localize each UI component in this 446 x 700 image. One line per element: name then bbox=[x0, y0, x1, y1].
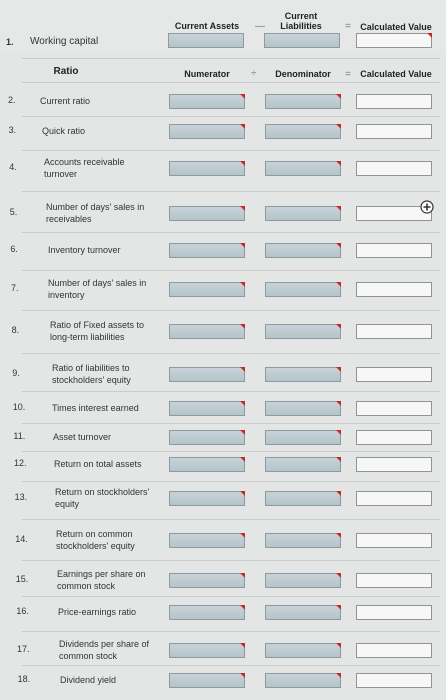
row-number: 6. bbox=[10, 244, 18, 254]
numerator-input[interactable] bbox=[169, 673, 245, 688]
calculated-value-input[interactable] bbox=[356, 533, 432, 548]
row-divider bbox=[22, 665, 440, 666]
row-number: 15. bbox=[15, 574, 29, 584]
ratio-label: Times interest earned bbox=[52, 403, 139, 413]
denominator-input[interactable] bbox=[265, 324, 341, 339]
row-number: 3. bbox=[8, 125, 17, 135]
numerator-input[interactable] bbox=[169, 533, 245, 548]
calculated-value-input[interactable] bbox=[356, 457, 432, 472]
row-divider bbox=[22, 353, 440, 354]
ratio-label: Dividend yield bbox=[60, 675, 117, 685]
calculated-value-input[interactable] bbox=[356, 94, 432, 109]
numerator-input[interactable] bbox=[169, 94, 245, 109]
ratio-label: Accounts receivable turnover bbox=[44, 157, 125, 179]
crosshair-plus-icon bbox=[420, 200, 434, 214]
numerator-input[interactable] bbox=[169, 206, 245, 221]
row-divider bbox=[22, 631, 440, 632]
row-divider bbox=[22, 519, 440, 520]
ratio-label: Number of days' sales in inventory bbox=[48, 278, 147, 300]
ratio-label: Earnings per share on common stock bbox=[57, 569, 146, 591]
numerator-input[interactable] bbox=[169, 491, 245, 506]
row-divider bbox=[22, 481, 440, 482]
row-number: 18. bbox=[17, 674, 31, 684]
denominator-input[interactable] bbox=[265, 94, 341, 109]
calculated-value-input[interactable] bbox=[356, 243, 432, 258]
header-numerator: Numerator bbox=[184, 69, 230, 79]
row-divider bbox=[22, 391, 440, 392]
ratio-label: Asset turnover bbox=[53, 432, 112, 442]
row-number: 13. bbox=[14, 492, 28, 502]
row-number: 9. bbox=[12, 368, 20, 378]
ratio-label: Inventory turnover bbox=[48, 245, 121, 255]
row-number: 11. bbox=[13, 431, 26, 441]
ratio-label: Number of days' sales in receivables bbox=[46, 202, 145, 224]
denominator-input[interactable] bbox=[265, 533, 341, 548]
row-number: 12. bbox=[14, 458, 27, 468]
current-liabilities-input[interactable] bbox=[264, 33, 340, 48]
calculated-value-input[interactable] bbox=[356, 324, 432, 339]
header-ratio: Ratio bbox=[53, 66, 79, 77]
ratio-label: Return on common stockholders' equity bbox=[56, 529, 135, 551]
row-divider bbox=[22, 596, 440, 597]
ratio-label: Quick ratio bbox=[42, 126, 86, 136]
row-number: 8. bbox=[11, 325, 20, 335]
header-current-assets: Current Assets bbox=[174, 21, 240, 31]
calculated-value-input[interactable] bbox=[356, 673, 432, 688]
row-divider bbox=[22, 116, 440, 117]
row-divider bbox=[22, 310, 440, 311]
numerator-input[interactable] bbox=[169, 401, 245, 416]
numerator-input[interactable] bbox=[169, 573, 245, 588]
denominator-input[interactable] bbox=[265, 206, 341, 221]
denominator-input[interactable] bbox=[265, 430, 341, 445]
header-calculated-value: Calculated Value bbox=[360, 69, 432, 79]
calculated-value-input[interactable] bbox=[356, 367, 432, 382]
calculated-value-input[interactable] bbox=[356, 605, 432, 620]
current-assets-input[interactable] bbox=[168, 33, 244, 48]
divide-operator: ÷ bbox=[251, 68, 257, 79]
ratio-label: Current ratio bbox=[40, 96, 91, 106]
denominator-input[interactable] bbox=[265, 124, 341, 139]
minus-operator: — bbox=[255, 21, 265, 32]
denominator-input[interactable] bbox=[265, 161, 341, 176]
row-number: 2. bbox=[8, 95, 16, 105]
row-divider bbox=[22, 423, 440, 424]
row-divider bbox=[22, 270, 440, 271]
header-denominator: Denominator bbox=[275, 69, 331, 79]
row-number: 10. bbox=[12, 402, 26, 412]
header-calculated-value: Calculated Value bbox=[360, 22, 432, 32]
ratio-label: Ratio of Fixed assets to long-term liabilities bbox=[50, 320, 145, 342]
ratio-label: Return on stockholders' equity bbox=[55, 487, 150, 509]
calculated-value-input[interactable] bbox=[356, 124, 432, 139]
denominator-input[interactable] bbox=[265, 457, 341, 472]
working-capital-label: Working capital bbox=[30, 36, 99, 47]
denominator-input[interactable] bbox=[265, 573, 341, 588]
calculated-value-input[interactable] bbox=[356, 573, 432, 588]
calculated-value-input[interactable] bbox=[356, 430, 432, 445]
denominator-input[interactable] bbox=[265, 643, 341, 658]
calculated-value-input[interactable] bbox=[356, 491, 432, 506]
ratio-label: Price-earnings ratio bbox=[58, 607, 137, 617]
numerator-input[interactable] bbox=[169, 124, 245, 139]
denominator-input[interactable] bbox=[265, 367, 341, 382]
numerator-input[interactable] bbox=[169, 282, 245, 297]
calculated-value-input[interactable] bbox=[356, 401, 432, 416]
denominator-input[interactable] bbox=[265, 401, 341, 416]
row-divider bbox=[22, 191, 440, 192]
row-number: 1. bbox=[6, 37, 14, 47]
header-current-liabilities: Current Liabilities bbox=[280, 11, 322, 31]
row-number: 17. bbox=[17, 644, 30, 654]
row-divider bbox=[22, 150, 440, 151]
numerator-input[interactable] bbox=[169, 367, 245, 382]
numerator-input[interactable] bbox=[169, 430, 245, 445]
denominator-input[interactable] bbox=[265, 282, 341, 297]
numerator-input[interactable] bbox=[169, 457, 245, 472]
numerator-input[interactable] bbox=[169, 324, 245, 339]
ratio-label: Return on total assets bbox=[54, 459, 142, 469]
row-number: 4. bbox=[9, 162, 17, 172]
row-number: 14. bbox=[15, 534, 28, 544]
numerator-input[interactable] bbox=[169, 243, 245, 258]
numerator-input[interactable] bbox=[169, 643, 245, 658]
calculated-value-input[interactable] bbox=[356, 643, 432, 658]
equals-operator: = bbox=[345, 21, 351, 32]
calculated-value-input[interactable] bbox=[356, 282, 432, 297]
denominator-input[interactable] bbox=[265, 491, 341, 506]
calculated-value-input[interactable] bbox=[356, 161, 432, 176]
denominator-input[interactable] bbox=[265, 605, 341, 620]
row-divider bbox=[22, 232, 440, 233]
row-number: 5. bbox=[9, 207, 18, 217]
ratio-label: Dividends per share of common stock bbox=[59, 639, 150, 661]
row-number: 16. bbox=[16, 606, 29, 616]
numerator-input[interactable] bbox=[169, 161, 245, 176]
working-capital-result[interactable] bbox=[356, 33, 432, 48]
ratio-label: Ratio of liabilities to stockholders' equity bbox=[52, 363, 131, 385]
equals-operator: = bbox=[345, 69, 351, 80]
row-number: 7. bbox=[11, 283, 19, 293]
row-divider bbox=[22, 451, 440, 452]
row-divider bbox=[22, 560, 440, 561]
numerator-input[interactable] bbox=[169, 605, 245, 620]
denominator-input[interactable] bbox=[265, 243, 341, 258]
denominator-input[interactable] bbox=[265, 673, 341, 688]
